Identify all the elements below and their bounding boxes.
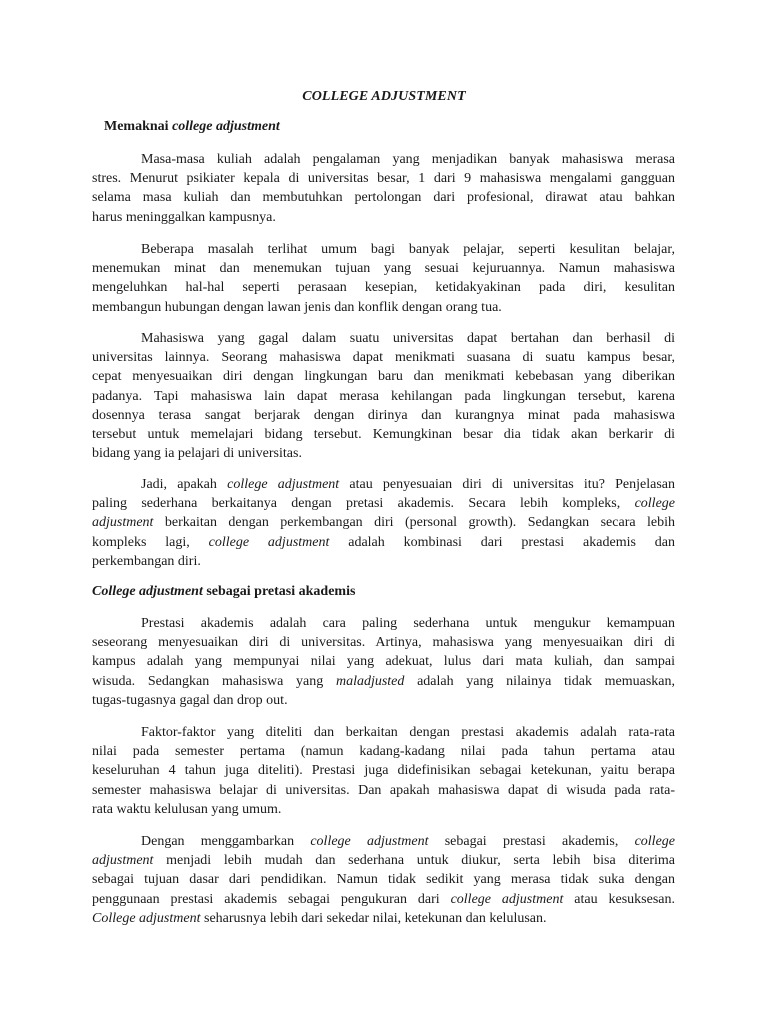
document-title: COLLEGE ADJUSTMENT [302, 89, 466, 104]
section-heading-pretasi [92, 584, 355, 600]
paragraph-line: tugas-tugasnya gagal dan drop out. [92, 692, 288, 708]
text-run: atau kesuksesan. [563, 891, 675, 907]
italic-term: College adjustment [92, 910, 201, 926]
paragraph-5 [92, 614, 675, 710]
paragraph-line: tersebut untuk memelajari bidang tersebut. Kemungkinan besar dia tidak akan berkarir di [92, 427, 675, 443]
italic-term: college adjustment [450, 891, 564, 907]
paragraph-line: sebagai tujuan dasar dari pendidikan. Namun tidak sedikit yang merasa tidak suka dengan [92, 872, 675, 888]
paragraph-line: semester mahasiswa belajar di universitas. Dan apakah mahasiswa dapat di wisuda pada rata- [92, 782, 675, 798]
paragraph-line: Prestasi akademis adalah cara paling sederhana untuk mengukur kemampuan [141, 616, 675, 631]
paragraph-line: bidang yang ia pelajari di universitas. [92, 446, 302, 462]
paragraph-7 [92, 832, 675, 928]
paragraph-line: stres. Menurut psikiater kepala di universitas besar, 1 dari 9 mahasiswa mengalami gangguan [92, 171, 675, 187]
text-run: atau penyesuaian diri di universitas itu? Penjelasan [339, 477, 675, 492]
text-run: kompleks lagi, [92, 534, 209, 550]
paragraph-line: dosennya terasa sangat berjarak dengan dirinya dan kurangnya minat pada mahasiswa [92, 407, 675, 423]
text-run: adalah yang nilainya tidak memuaskan, [404, 673, 675, 689]
paragraph-line: harus meninggalkan kampusnya. [92, 209, 276, 225]
paragraph-line: Faktor-faktor yang diteliti dan berkaitan dengan prestasi akademis adalah rata-rata [141, 725, 675, 740]
text-run: Jadi, apakah [141, 477, 228, 492]
italic-term: maladjusted [335, 673, 405, 689]
paragraph-line [92, 832, 675, 851]
italic-term: college adjustment [208, 534, 330, 550]
paragraph-line [92, 475, 675, 494]
paragraph-1 [92, 150, 675, 227]
italic-term: adjustment [92, 853, 154, 869]
paragraph-line: Mahasiswa yang gagal dalam suatu universitas dapat bertahan dan berhasil di [141, 331, 675, 346]
section-heading-italic: college adjustment [172, 119, 280, 134]
text-run: penggunaan prestasi akademis sebagai pengukuran dari [92, 891, 451, 907]
italic-term: college [634, 834, 675, 849]
text-run: Dengan menggambarkan [141, 834, 311, 849]
text-run: sebagai prestasi akademis, [428, 834, 635, 849]
paragraph-line [92, 513, 675, 532]
paragraph-line: selama masa kuliah dan membutuhkan pertolongan dari profesional, dirawat atau bahkan [92, 190, 675, 206]
paragraph-2 [92, 240, 675, 317]
text-run: menjadi lebih mudah dan sederhana untuk diukur, serta lebih bisa diterima [153, 853, 675, 869]
paragraph-line: kampus adalah yang mempunyai nilai yang adekuat, lulus dari mata kuliah, dan sampai [92, 654, 675, 670]
paragraph-line: keseluruhan 4 tahun juga diteliti). Prestasi juga didefinisikan sebagai ketekunan, yaitu berapa [92, 763, 675, 779]
paragraph-line: seseorang menyesuaikan diri di universitas. Artinya, mahasiswa yang menyesuaikan diri di [92, 635, 675, 651]
paragraph-line [92, 890, 675, 909]
paragraph-line: Beberapa masalah terlihat umum bagi banyak pelajar, seperti kesulitan belajar, [141, 242, 675, 257]
section-heading-italic: College adjustment [92, 584, 203, 599]
text-run: seharusnya lebih dari sekedar nilai, ketekunan dan kelulusan. [200, 910, 547, 926]
paragraph-line [92, 494, 675, 513]
paragraph-line: rata waktu kelulusan yang umum. [92, 801, 282, 817]
paragraph-line: mengeluhkan hal-hal seperti perasaan kesepian, ketidakyakinan pada diri, kesulitan [92, 280, 675, 296]
paragraph-line [92, 851, 675, 870]
paragraph-line: universitas lainnya. Seorang mahasiswa dapat menikmati suasana di suatu kampus besar, [92, 350, 675, 366]
text-run: adalah kombinasi dari prestasi akademis dan [329, 534, 675, 550]
paragraph-line: membangun hubungan dengan lawan jenis dan konflik dengan orang tua. [92, 299, 502, 315]
text-run: berkaitan dengan perkembangan diri (personal growth). Sedangkan secara lebih [153, 515, 675, 531]
section-heading-suffix: sebagai pretasi akademis [202, 584, 356, 599]
paragraph-3 [92, 329, 675, 463]
paragraph-4 [92, 475, 675, 571]
text-run: wisuda. Sedangkan mahasiswa yang [92, 673, 336, 689]
paragraph-line: nilai pada semester pertama (namun kadang-kadang nilai pada tahun pertama atau [92, 744, 675, 760]
section-heading-prefix: Memaknai [104, 119, 173, 134]
paragraph-line: menemukan minat dan menemukan tujuan yang sesuai kejuruannya. Namun mahasiswa [92, 261, 675, 277]
italic-term: college [634, 496, 675, 512]
paragraph-line [92, 909, 675, 928]
paragraph-line [92, 533, 675, 552]
italic-term: adjustment [92, 515, 154, 531]
paragraph-line: perkembangan diri. [92, 553, 201, 569]
paragraph-line: Masa-masa kuliah adalah pengalaman yang menjadikan banyak mahasiswa merasa [141, 152, 675, 167]
italic-term: college adjustment [227, 477, 340, 492]
text-run: paling sederhana berkaitanya dengan pretasi akademis. Secara lebih kompleks, [92, 496, 635, 512]
paragraph-line: padanya. Tapi mahasiswa lain dapat merasa kehilangan pada lingkungan tersebut, karena [92, 388, 675, 404]
section-heading-memaknai [104, 119, 280, 135]
paragraph-line: cepat menyesuaikan diri dengan lingkungan baru dan menikmati kebebasan yang diberikan [92, 369, 675, 385]
paragraph-6 [92, 723, 675, 819]
italic-term: college adjustment [310, 834, 429, 849]
paragraph-line [92, 672, 675, 691]
